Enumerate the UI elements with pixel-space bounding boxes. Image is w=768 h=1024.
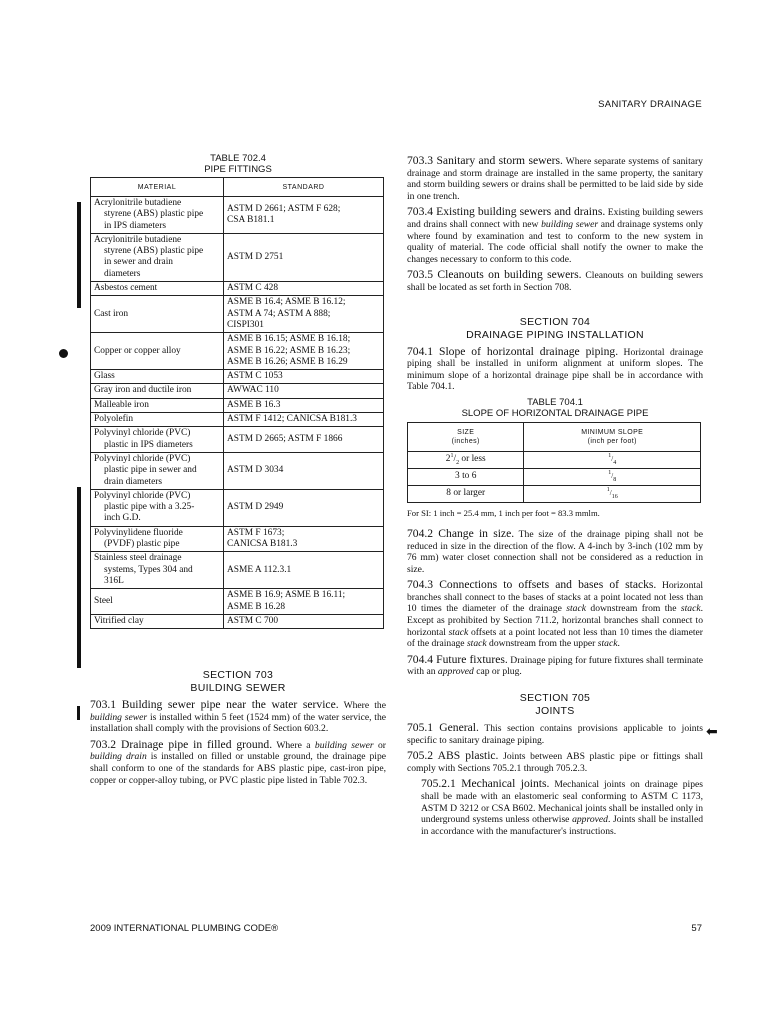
- table-row: [91, 333, 384, 370]
- material-cell: Polyvinyl chloride (PVC) plastic pipe in sewer and drain diameters: [91, 452, 224, 489]
- table-row: [91, 614, 384, 628]
- column-header-size: SIZE (inches): [408, 422, 524, 451]
- change-bar: [77, 487, 81, 668]
- standard-cell: ASTM D 3034: [224, 452, 384, 489]
- change-bar: [77, 706, 80, 720]
- paragraph-705-1: 705.1 General. This section contains provisions applicable to joints specific to sanitary drainage piping.: [407, 721, 703, 746]
- table-row: [91, 197, 384, 234]
- standard-cell: AWWAC 110: [224, 384, 384, 398]
- slope-cell: $^1/_{16}$: [524, 485, 701, 502]
- table-row: [408, 485, 701, 502]
- section-703-heading: SECTION 703 BUILDING SEWER: [190, 669, 286, 695]
- table-row: [91, 398, 384, 412]
- section-705-heading: SECTION 705 JOINTS: [519, 692, 591, 718]
- standard-cell: ASTM C 428: [224, 282, 384, 296]
- material-cell: Acrylonitrile butadiene styrene (ABS) plastic pipe in sewer and drain diameters: [91, 233, 224, 281]
- table-row: [91, 233, 384, 281]
- standard-cell: ASME B 16.15; ASME B 16.18; ASME B 16.22; ASME B 16.23; ASME B 16.26; ASME B 16.29: [224, 333, 384, 370]
- deletion-dot-marker: [59, 349, 68, 358]
- standard-cell: ASTM F 1412; CANICSA B181.3: [224, 413, 384, 427]
- change-bar: [77, 202, 81, 308]
- material-cell: Malleable iron: [91, 398, 224, 412]
- paragraph-703-2: 703.2 Drainage pipe in filled ground. Where a building sewer or building drain is installed on filled or unstable ground, the drainage pipe shall conform to one of the standards for ABS plastic pipe, cast-iron pipe, copper or copper-alloy tubing, or PVC plastic pipe listed in Table 702.3.: [90, 737, 387, 786]
- standard-cell: ASTM D 2661; ASTM F 628; CSA B181.1: [224, 197, 384, 234]
- pipe-fittings-table: [90, 177, 384, 629]
- material-cell: Polyvinyl chloride (PVC) plastic pipe with a 3.25- inch G.D.: [91, 489, 224, 526]
- material-cell: Polyvinyl chloride (PVC) plastic in IPS diameters: [91, 427, 224, 453]
- standard-cell: ASME B 16.9; ASME B 16.11; ASME B 16.28: [224, 589, 384, 615]
- standard-cell: ASME B 16.3: [224, 398, 384, 412]
- slope-table: [407, 422, 701, 503]
- right-column: [407, 155, 703, 837]
- table-row: [91, 296, 384, 333]
- material-cell: Gray iron and ductile iron: [91, 384, 224, 398]
- paragraph-703-4: 703.4 Existing building sewers and drains. Existing building sewers and drains shall connect with new building sewer and drainage systems only where found by examination and test to conform to the new system in quality of material. The code official shall notify the owner to make the changes necessary to conform to this code.: [407, 205, 704, 265]
- material-cell: Cast iron: [91, 296, 224, 333]
- material-cell: Polyvinylidene fluoride (PVDF) plastic pipe: [91, 526, 224, 552]
- table-row: [408, 468, 701, 485]
- material-cell: Asbestos cement: [91, 282, 224, 296]
- material-cell: Acrylonitrile butadiene styrene (ABS) plastic pipe in IPS diameters: [91, 197, 224, 234]
- left-column: [90, 153, 386, 786]
- footer-title: 2009 INTERNATIONAL PLUMBING CODE®: [90, 923, 279, 934]
- standard-cell: ASTM D 2949: [224, 489, 384, 526]
- paragraph-705-2: 705.2 ABS plastic. Joints between ABS plastic pipe or fittings shall comply with Sections 705.2.1 through 705.2.3.: [407, 749, 703, 774]
- paragraph-704-1: 704.1 Slope of horizontal drainage piping. Horizontal drainage piping shall be installed in uniform alignment at uniform slopes. The minimum slope of a horizontal drainage pipe shall be in accordance with Table 704.1.: [407, 344, 703, 393]
- paragraph-703-3: 703.3 Sanitary and storm sewers. Where separate systems of sanitary drainage and storm drainage are installed in the same property, the sanitary and storm building sewers or drains shall be permitted to be laid side by side in one trench.: [407, 154, 703, 202]
- size-cell: $2^1/_2$ or less: [408, 451, 524, 468]
- table-row: [91, 282, 384, 296]
- size-cell: 3 to 6: [408, 468, 524, 485]
- column-header-standard: STANDARD: [224, 178, 384, 197]
- paragraph-705-2-1: 705.2.1 Mechanical joints. Mechanical joints on drainage pipes shall be made with an elastomeric seal conforming to ASTM C 1173, ASTM D 3212 or CSA B602. Mechanical joints shall be installed only in underground systems unless otherwise approved. Joints shall be installed in accordance with the manufacturer's instructions.: [421, 777, 703, 837]
- table-row: [91, 452, 384, 489]
- material-cell: Stainless steel drainage systems, Types 304 and 316L: [91, 552, 224, 589]
- standard-cell: ASTM C 700: [224, 614, 384, 628]
- page-number: 57: [691, 923, 702, 934]
- slope-table-body: [408, 451, 701, 502]
- material-cell: Steel: [91, 589, 224, 615]
- table-702-4-caption: TABLE 702.4 PIPE FITTINGS: [204, 153, 272, 175]
- paragraph-704-4: 704.4 Future fixtures. Drainage piping for future fixtures shall terminate with an approved cap or plug.: [407, 652, 703, 678]
- table-row: [91, 552, 384, 589]
- table-row: [91, 526, 384, 552]
- standard-cell: ASTM D 2665; ASTM F 1866: [224, 427, 384, 453]
- slope-cell: $^1/_4$: [524, 451, 701, 468]
- table-row: [91, 413, 384, 427]
- si-conversion-note: For SI: 1 inch = 25.4 mm, 1 inch per foot = 83.3 mmlm.: [407, 507, 600, 518]
- size-cell: 8 or larger: [408, 485, 524, 502]
- paragraph-704-3: 704.3 Connections to offsets and bases of stacks. Horizontal branches shall connect to the bases of stacks at a point located not less than 10 times the diameter of the drainage stack downstream from the stack. Except as prohibited by Section 711.2, horizontal branches shall connect to horizontal stack offsets at a point located not less than 10 times the diameter of the drainage stack downstream from the upper stack.: [407, 578, 704, 650]
- table-row: [91, 384, 384, 398]
- slope-cell: $^1/_8$: [524, 468, 701, 485]
- table-704-1-caption: TABLE 704.1 SLOPE OF HORIZONTAL DRAINAGE PIPE: [461, 396, 649, 419]
- paragraph-703-1: 703.1 Building sewer pipe near the water service. Where the building sewer is installed within 5 feet (1524 mm) of the water service, the installation shall comply with the provisions of Section 603.2.: [90, 698, 386, 735]
- table-row: [91, 489, 384, 526]
- standard-cell: ASTM C 1053: [224, 370, 384, 384]
- table-row: [91, 589, 384, 615]
- deletion-arrow-icon: ⬅: [706, 724, 718, 740]
- material-cell: Copper or copper alloy: [91, 333, 224, 370]
- column-header-material: MATERIAL: [91, 178, 224, 197]
- table-row: [408, 451, 701, 468]
- table-row: [91, 427, 384, 453]
- standard-cell: ASME A 112.3.1: [224, 552, 384, 589]
- standard-cell: ASTM D 2751: [224, 233, 384, 281]
- column-header-minimum-slope: MINIMUM SLOPE (inch per foot): [524, 422, 701, 451]
- standard-cell: ASTM F 1673; CANICSA B181.3: [224, 526, 384, 552]
- material-cell: Polyolefin: [91, 413, 224, 427]
- table-row: [91, 370, 384, 384]
- running-header: SANITARY DRAINAGE: [598, 99, 702, 110]
- paragraph-704-2: 704.2 Change in size. The size of the drainage piping shall not be reduced in size in the direction of the flow. A 4-inch by 3-inch (102 mm by 76 mm) water closet connection shall not be considered as a reduction in size.: [407, 526, 703, 575]
- pipe-fittings-body: [91, 197, 384, 629]
- paragraph-703-5: 703.5 Cleanouts on building sewers. Cleanouts on building sewers shall be located as set forth in Section 708.: [407, 268, 703, 293]
- section-704-heading: SECTION 704 DRAINAGE PIPING INSTALLATION: [466, 315, 644, 341]
- material-cell: Vitrified clay: [91, 614, 224, 628]
- standard-cell: ASME B 16.4; ASME B 16.12; ASTM A 74; ASTM A 888; CISPI301: [224, 296, 384, 333]
- material-cell: Glass: [91, 370, 224, 384]
